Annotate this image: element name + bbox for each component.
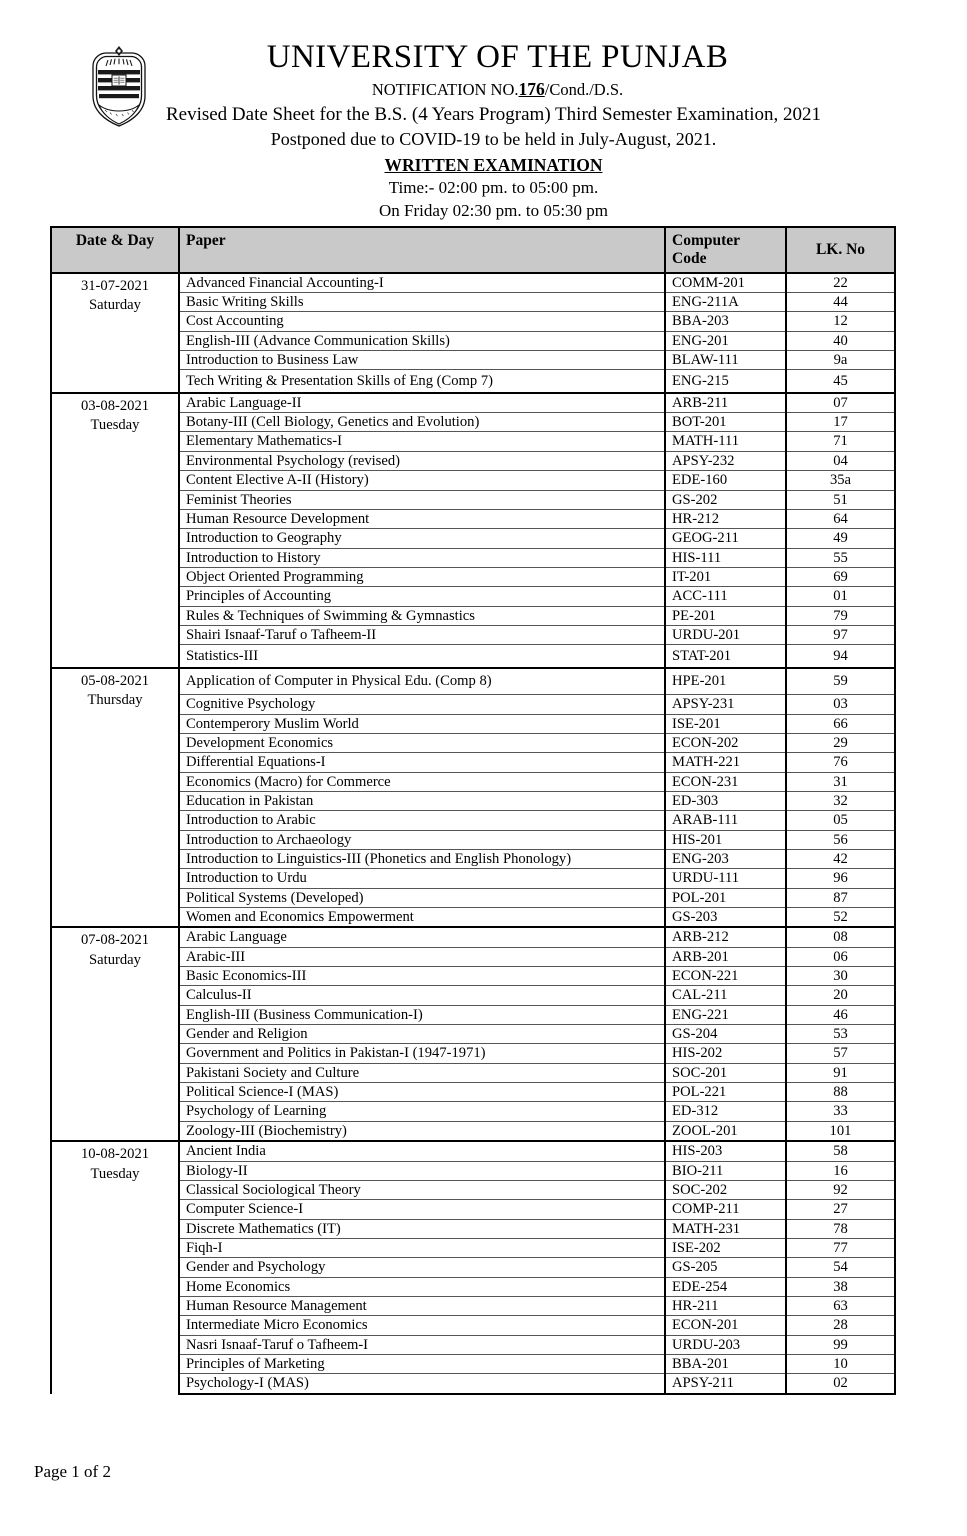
cell-paper: Education in Pakistan [179,791,665,810]
cell-lk-no: 92 [786,1180,895,1199]
date-sheet-table-container [50,226,894,1395]
table-row [51,927,895,947]
cell-paper: Cost Accounting [179,312,665,331]
column-header-date: Date & Day [51,227,179,273]
cell-computer-code: EDE-254 [665,1277,786,1296]
cell-lk-no: 01 [786,587,895,606]
cell-computer-code: ARAB-111 [665,811,786,830]
cell-paper: Principles of Accounting [179,587,665,606]
cell-computer-code: ARB-201 [665,947,786,966]
cell-lk-no: 04 [786,451,895,470]
cell-computer-code: GS-203 [665,908,786,928]
cell-paper: Government and Politics in Pakistan-I (1947-1971) [179,1044,665,1063]
cell-lk-no: 76 [786,753,895,772]
cell-paper: Object Oriented Programming [179,567,665,586]
cell-paper: Computer Science-I [179,1200,665,1219]
cell-computer-code: ENG-221 [665,1005,786,1024]
cell-paper: Gender and Psychology [179,1258,665,1277]
cell-paper: Ancient India [179,1141,665,1161]
cell-paper: Differential Equations-I [179,753,665,772]
postponement-note: Postponed due to COVID-19 to be held in July-August, 2021. [270,129,717,150]
cell-lk-no: 38 [786,1277,895,1296]
exam-day: Tuesday [90,1165,140,1182]
cell-paper: Environmental Psychology (revised) [179,451,665,470]
cell-lk-no: 71 [786,432,895,451]
cell-lk-no: 51 [786,490,895,509]
cell-paper: Classical Sociological Theory [179,1180,665,1199]
cell-computer-code: BOT-201 [665,413,786,432]
cell-computer-code: HIS-201 [665,830,786,849]
cell-date-day [51,668,179,928]
cell-paper: Elementary Mathematics-I [179,432,665,451]
cell-lk-no: 10 [786,1354,895,1373]
exam-date: 05-08-2021 [80,672,150,689]
cell-computer-code: APSY-211 [665,1374,786,1394]
cell-computer-code: IT-201 [665,567,786,586]
cell-computer-code: GS-202 [665,490,786,509]
cell-paper: Arabic Language [179,927,665,947]
table-header-row [51,227,895,273]
cell-lk-no: 64 [786,509,895,528]
cell-paper: Arabic Language-II [179,393,665,413]
table-row [51,273,895,293]
cell-paper: English-III (Business Communication-I) [179,1005,665,1024]
exam-date: 31-07-2021 [80,277,150,294]
cell-computer-code: POL-201 [665,888,786,907]
exam-day: Tuesday [90,417,140,434]
cell-computer-code: BLAW-111 [665,350,786,369]
cell-lk-no: 42 [786,850,895,869]
cell-paper: Political Science-I (MAS) [179,1083,665,1102]
cell-lk-no: 55 [786,548,895,567]
cell-computer-code: ISE-202 [665,1238,786,1257]
cell-computer-code: GS-204 [665,1025,786,1044]
cell-computer-code: POL-221 [665,1083,786,1102]
cell-computer-code: ARB-212 [665,927,786,947]
cell-paper: Gender and Religion [179,1025,665,1044]
cell-paper: English-III (Advance Communication Skills) [179,331,665,350]
cell-lk-no: 29 [786,733,895,752]
column-header-code-line1: Computer [672,232,741,249]
cell-computer-code: ENG-201 [665,331,786,350]
cell-lk-no: 46 [786,1005,895,1024]
cell-lk-no: 32 [786,791,895,810]
cell-lk-no: 99 [786,1335,895,1354]
cell-paper: Rules & Techniques of Swimming & Gymnastics [179,606,665,625]
page-footer: Page 1 of 2 [34,1462,111,1481]
cell-computer-code: ENG-215 [665,370,786,393]
cell-paper: Cognitive Psychology [179,695,665,714]
table-row [51,1141,895,1161]
cell-computer-code: ZOOL-201 [665,1121,786,1141]
cell-lk-no: 12 [786,312,895,331]
table-body [51,273,895,1394]
cell-computer-code: ECON-231 [665,772,786,791]
cell-date-day [51,393,179,668]
cell-lk-no: 49 [786,529,895,548]
cell-computer-code: MATH-221 [665,753,786,772]
cell-computer-code: ED-312 [665,1102,786,1121]
exam-day: Saturday [89,952,141,969]
cell-lk-no: 59 [786,668,895,695]
exam-date: 10-08-2021 [80,1146,150,1163]
cell-paper: Nasri Isnaaf-Taruf o Tafheem-I [179,1335,665,1354]
page-title: UNIVERSITY OF THE PUNJAB [266,39,729,75]
cell-lk-no: 56 [786,830,895,849]
cell-paper: Application of Computer in Physical Edu. (Comp 8) [179,668,665,695]
cell-lk-no: 03 [786,695,895,714]
cell-computer-code: PE-201 [665,606,786,625]
cell-lk-no: 57 [786,1044,895,1063]
cell-computer-code: URDU-111 [665,869,786,888]
cell-lk-no: 30 [786,967,895,986]
cell-lk-no: 45 [786,370,895,393]
cell-computer-code: HR-212 [665,509,786,528]
cell-lk-no: 53 [786,1025,895,1044]
cell-computer-code: URDU-201 [665,625,786,644]
cell-paper: Introduction to Geography [179,529,665,548]
exam-time-default: Time:- 02:00 pm. to 05:00 pm. [388,177,599,197]
table-header [51,227,895,273]
cell-computer-code: SOC-201 [665,1063,786,1082]
cell-paper: Zoology-III (Biochemistry) [179,1121,665,1141]
cell-paper: Introduction to Archaeology [179,830,665,849]
cell-lk-no: 02 [786,1374,895,1394]
cell-computer-code: ACC-111 [665,587,786,606]
column-header-paper: Paper [179,227,665,273]
cell-computer-code: APSY-232 [665,451,786,470]
cell-computer-code: MATH-231 [665,1219,786,1238]
cell-lk-no: 63 [786,1296,895,1315]
cell-paper: Calculus-II [179,986,665,1005]
table-row [51,393,895,413]
table-row [51,668,895,695]
column-header-computer-code [665,227,786,273]
column-header-lk-no: LK. No [786,227,895,273]
cell-paper: Shairi Isnaaf-Taruf o Tafheem-II [179,625,665,644]
university-crest-icon [86,44,152,132]
cell-lk-no: 101 [786,1121,895,1141]
cell-lk-no: 58 [786,1141,895,1161]
exam-time-friday: On Friday 02:30 pm. to 05:30 pm [378,201,609,221]
cell-paper: Discrete Mathematics (IT) [179,1219,665,1238]
cell-lk-no: 07 [786,393,895,413]
cell-lk-no: 27 [786,1200,895,1219]
cell-lk-no: 54 [786,1258,895,1277]
date-sheet-table [50,226,896,1395]
cell-lk-no: 17 [786,413,895,432]
exam-date: 03-08-2021 [80,397,150,414]
cell-paper: Principles of Marketing [179,1354,665,1373]
cell-paper: Psychology of Learning [179,1102,665,1121]
cell-computer-code: CAL-211 [665,986,786,1005]
cell-date-day [51,927,179,1141]
cell-paper: Content Elective A-II (History) [179,471,665,490]
cell-lk-no: 94 [786,645,895,668]
cell-paper: Women and Economics Empowerment [179,908,665,928]
cell-lk-no: 87 [786,888,895,907]
cell-date-day [51,273,179,393]
cell-paper: Introduction to Linguistics-III (Phonetics and English Phonology) [179,850,665,869]
cell-paper: Introduction to History [179,548,665,567]
cell-paper: Statistics-III [179,645,665,668]
cell-lk-no: 66 [786,714,895,733]
cell-lk-no: 20 [786,986,895,1005]
cell-paper: Political Systems (Developed) [179,888,665,907]
cell-lk-no: 69 [786,567,895,586]
cell-paper: Basic Writing Skills [179,292,665,311]
cell-computer-code: EDE-160 [665,471,786,490]
cell-lk-no: 79 [786,606,895,625]
cell-lk-no: 52 [786,908,895,928]
cell-paper: Tech Writing & Presentation Skills of Eng (Comp 7) [179,370,665,393]
cell-lk-no: 31 [786,772,895,791]
cell-computer-code: ECON-221 [665,967,786,986]
cell-computer-code: BBA-201 [665,1354,786,1373]
cell-paper: Human Resource Development [179,509,665,528]
cell-lk-no: 28 [786,1316,895,1335]
cell-paper: Development Economics [179,733,665,752]
cell-lk-no: 05 [786,811,895,830]
cell-lk-no: 78 [786,1219,895,1238]
cell-lk-no: 96 [786,869,895,888]
cell-paper: Intermediate Micro Economics [179,1316,665,1335]
cell-paper: Introduction to Business Law [179,350,665,369]
column-header-code-line2: Code [672,250,707,268]
cell-computer-code: GEOG-211 [665,529,786,548]
cell-computer-code: ENG-211A [665,292,786,311]
cell-lk-no: 77 [786,1238,895,1257]
cell-computer-code: URDU-203 [665,1335,786,1354]
cell-paper: Botany-III (Cell Biology, Genetics and Evolution) [179,413,665,432]
cell-lk-no: 97 [786,625,895,644]
cell-computer-code: ED-303 [665,791,786,810]
cell-paper: Introduction to Urdu [179,869,665,888]
document-header [0,0,967,222]
cell-computer-code: STAT-201 [665,645,786,668]
exam-date: 07-08-2021 [80,932,150,949]
written-examination-heading: WRITTEN EXAMINATION [384,154,603,175]
cell-lk-no: 16 [786,1161,895,1180]
cell-lk-no: 08 [786,927,895,947]
cell-paper: Home Economics [179,1277,665,1296]
cell-paper: Introduction to Arabic [179,811,665,830]
cell-computer-code: ENG-203 [665,850,786,869]
cell-paper: Psychology-I (MAS) [179,1374,665,1394]
cell-computer-code: ARB-211 [665,393,786,413]
cell-lk-no: 35a [786,471,895,490]
cell-paper: Biology-II [179,1161,665,1180]
cell-paper: Human Resource Management [179,1296,665,1315]
cell-computer-code: APSY-231 [665,695,786,714]
cell-computer-code: HIS-202 [665,1044,786,1063]
cell-computer-code: ECON-202 [665,733,786,752]
exam-day: Saturday [89,297,141,314]
cell-paper: Advanced Financial Accounting-I [179,273,665,293]
notification-number: 176 [518,78,545,99]
cell-lk-no: 44 [786,292,895,311]
cell-lk-no: 88 [786,1083,895,1102]
cell-paper: Economics (Macro) for Commerce [179,772,665,791]
date-sheet-subtitle: Revised Date Sheet for the B.S. (4 Years Program) Third Semester Examination, 2021 [165,103,822,125]
cell-computer-code: MATH-111 [665,432,786,451]
cell-lk-no: 9a [786,350,895,369]
cell-lk-no: 06 [786,947,895,966]
cell-computer-code: SOC-202 [665,1180,786,1199]
cell-computer-code: HIS-203 [665,1141,786,1161]
cell-computer-code: GS-205 [665,1258,786,1277]
cell-computer-code: HR-211 [665,1296,786,1315]
cell-computer-code: BBA-203 [665,312,786,331]
cell-paper: Contemperory Muslim World [179,714,665,733]
notification-prefix: NOTIFICATION NO. [371,79,519,99]
cell-paper: Feminist Theories [179,490,665,509]
cell-computer-code: ECON-201 [665,1316,786,1335]
cell-paper: Pakistani Society and Culture [179,1063,665,1082]
cell-paper: Arabic-III [179,947,665,966]
cell-computer-code: ISE-201 [665,714,786,733]
cell-computer-code: BIO-211 [665,1161,786,1180]
cell-paper: Fiqh-I [179,1238,665,1257]
cell-computer-code: COMM-201 [665,273,786,293]
notification-suffix: /Cond./D.S. [544,79,624,99]
cell-paper: Basic Economics-III [179,967,665,986]
exam-day: Thursday [87,692,143,709]
cell-lk-no: 22 [786,273,895,293]
cell-lk-no: 91 [786,1063,895,1082]
cell-computer-code: HPE-201 [665,668,786,695]
cell-computer-code: HIS-111 [665,548,786,567]
cell-computer-code: COMP-211 [665,1200,786,1219]
cell-lk-no: 33 [786,1102,895,1121]
cell-date-day [51,1141,179,1393]
cell-lk-no: 40 [786,331,895,350]
